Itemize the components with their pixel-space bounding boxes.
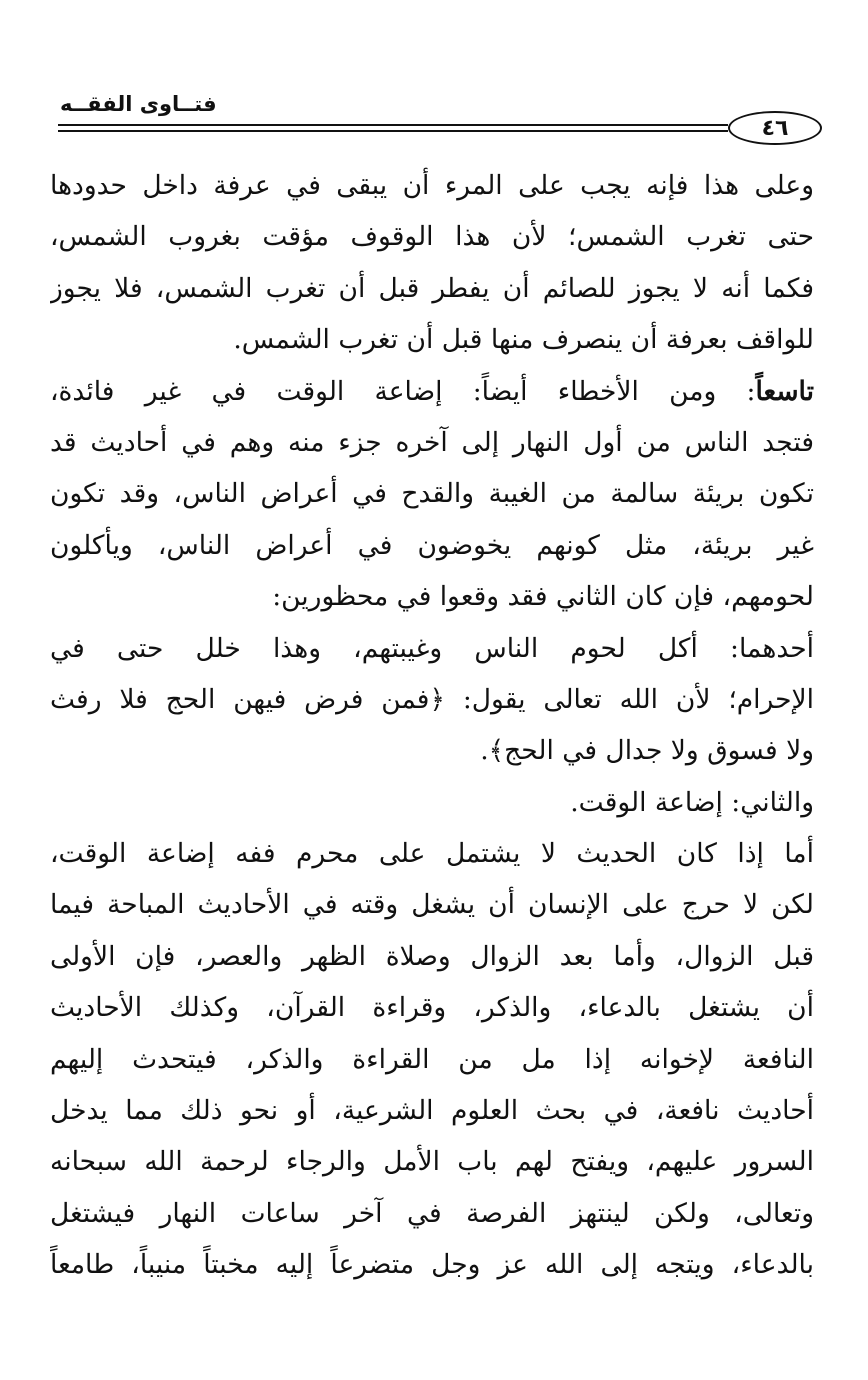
text-line: النافعة لإخوانه إذا مل من القراءة والذكر، فيتحدث إليهم xyxy=(50,1043,814,1075)
text-line: ولا فسوق ولا جدال في الحج﴾. xyxy=(480,735,814,767)
text-line: تكون بريئة سالمة من الغيبة والقدح في أعراض الناس، وقد تكون xyxy=(50,478,814,510)
text-line: والثاني: إضاعة الوقت. xyxy=(570,786,814,818)
body-text xyxy=(50,160,814,1291)
text-line: لكن لا حرج على الإنسان أن يشغل وقته في الأحاديث المباحة فيما xyxy=(50,889,814,921)
text-line: قبل الزوال، وأما بعد الزوال وصلاة الظهر والعصر، فإن الأولى xyxy=(50,940,814,972)
text-line: أحدهما: أكل لحوم الناس وغيبتهم، وهذا خلل حتى في xyxy=(50,632,814,664)
section-lead-rest: : ومن الأخطاء أيضاً: إضاعة الوقت في غير فائدة، xyxy=(50,375,756,407)
text-line xyxy=(50,366,814,417)
header-rule-upper xyxy=(58,124,728,126)
text-line: أحاديث نافعة، في بحث العلوم الشرعية، أو نحو ذلك مما يدخل xyxy=(50,1095,814,1127)
text-line: فكما أنه لا يجوز للصائم أن يفطر قبل أن تغرب الشمس، فلا يجوز xyxy=(50,272,814,304)
text-line: غير بريئة، مثل كونهم يخوضون في أعراض الناس، ويأكلون xyxy=(50,529,814,561)
text-line: السرور عليهم، ويفتح لهم باب الأمل والرجاء لرحمة الله سبحانه xyxy=(50,1146,814,1178)
text-line: الإحرام؛ لأن الله تعالى يقول: ﴿فمن فرض فيهن الحج فلا رفث xyxy=(50,683,814,715)
section-lead-ninth: تاسعاً xyxy=(755,375,814,407)
text-line: لحومهم، فإن كان الثاني فقد وقعوا في محظورين: xyxy=(272,581,814,613)
text-line: أما إذا كان الحديث لا يشتمل على محرم ففه إضاعة الوقت، xyxy=(50,838,814,870)
text-line: فتجد الناس من أول النهار إلى آخره جزء منه وهم في أحاديث قد xyxy=(50,426,814,458)
text-line: للواقف بعرفة أن ينصرف منها قبل أن تغرب الشمس. xyxy=(233,324,814,356)
text-line: حتى تغرب الشمس؛ لأن هذا الوقوف مؤقت بغروب الشمس، xyxy=(50,221,814,253)
text-line: وعلى هذا فإنه يجب على المرء أن يبقى في عرفة داخل حدودها xyxy=(50,170,814,201)
running-title: فتــاوى الفقــه xyxy=(60,92,217,116)
text-line: بالدعاء، ويتجه إلى الله عز وجل متضرعاً إليه مخبتاً منيباً، طامعاً xyxy=(50,1249,814,1281)
text-line: وتعالى، ولكن لينتهز الفرصة في آخر ساعات النهار فيشتغل xyxy=(50,1197,814,1229)
header-rule-lower xyxy=(58,130,728,132)
text-line: أن يشتغل بالدعاء، والذكر، وقراءة القرآن، وكذلك الأحاديث xyxy=(50,992,814,1024)
page-number: ٤٦ xyxy=(728,111,822,145)
